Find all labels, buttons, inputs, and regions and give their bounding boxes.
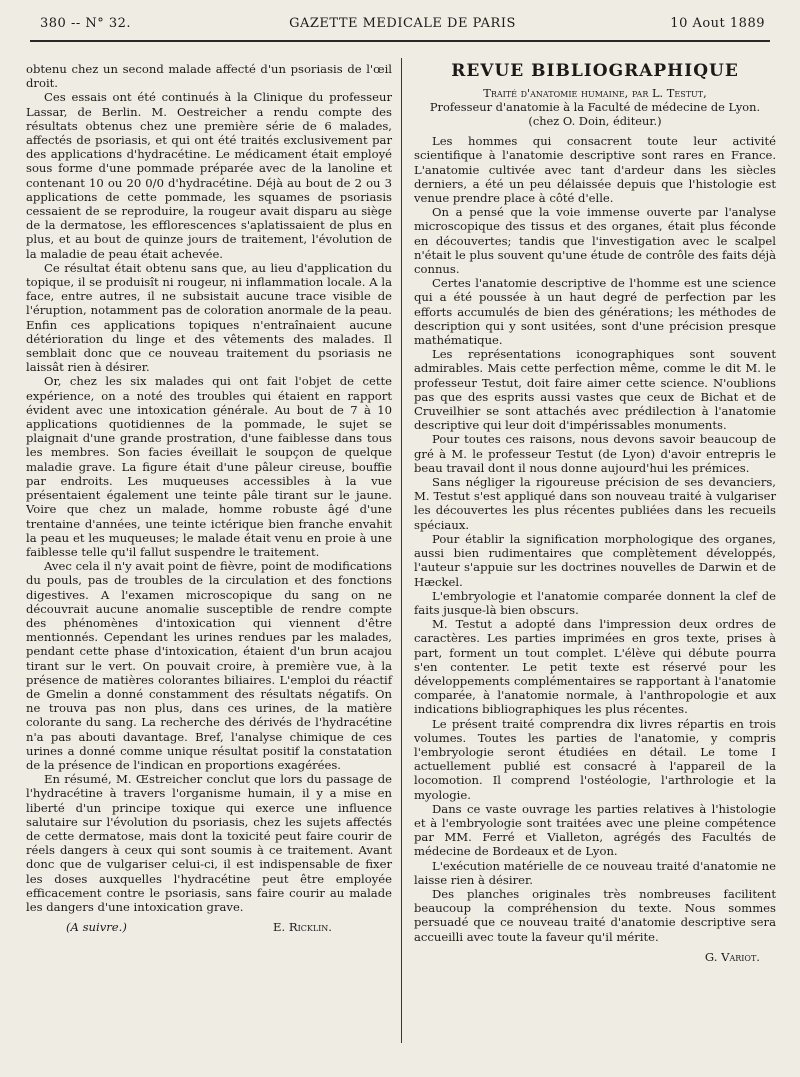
right-paragraph: Dans ce vaste ouvrage les parties relatives à l'histologie et à l'embryologie sont traitées avec une pleine compétence par MM. Ferré et Vialleton, agrégés des Facultés de médecine de Bordeaux et de Lyon.: [414, 801, 776, 859]
right-paragraph: On a pensé que la voie immense ouverte par l'analyse microscopique des tissus et des organes, était plus féconde en découvertes; tandis que l'investigation avec le scalpel n'était le plus souvent qu'une étude de contrôle des faits déjà connus.: [414, 205, 777, 277]
right-column: [414, 62, 776, 964]
right-paragraph: Sans négliger la rigoureuse précision de ses devanciers, M. Testut s'est appliqué dans son nouveau traité à vulgariser les découvertes les plus récentes publiées dans les recueils spéciaux.: [414, 475, 776, 532]
book-publisher: (chez O. Doin, éditeur.): [528, 114, 662, 129]
right-paragraph: Pour toutes ces raisons, nous devons savoir beaucoup de gré à M. le professeur Testut (de Lyon) d'avoir entrepris le beau travail dont il nous donne aujourd'hui les prémices.: [414, 432, 776, 475]
left-paragraph: Or, chez les six malades qui ont fait l'objet de cette expérience, on a noté des troubles qui étaient en rapport évident avec une intoxication générale. Au bout de 7 à 10 applications quotidiennes de la pommade, le sujet se plaignait d'une grande prostration, d'une faiblesse dans tous les membres. Son facies éveillait le soupçon de quelque maladie grave. La figure était d'une pâleur cireuse, bouffie par endroits. Les muqueuses accessibles à la vue présentaient également une teinte pâle tirant sur le jaune. Voire que chez un malade, homme robuste âgé d'une trentaine d'années, une teinte ictérique bien franche envahit la peau et les muqueuses; le malade était venu en proie à une faiblesse telle qu'il fallut suspendre le traitement.: [26, 374, 392, 559]
right-paragraph: Le présent traité comprendra dix livres répartis en trois volumes. Toutes les parties de l'anatomie, y compris l'embryologie seront étudiées en détail. Le tome I actuellement publié est consacré à l'appareil de la locomotion. Il comprend l'ostéologie, l'arthrologie et la myologie.: [414, 716, 776, 802]
left-paragraph: Avec cela il n'y avait point de fièvre, point de modifications du pouls, pas de troubles de la circulation et des fonctions digestives. A l'examen microscopique du sang on ne découvrait aucune anomalie susceptible de rendre compte des phénomènes d'intoxication qui viennent d'être mentionnés. Cependant les urines rendues par les malades, pendant cette phase d'intoxication, étaient d'un brun acajou tirant sur le vert. On pouvait croire, à première vue, à la présence de matières colorantes biliaires. L'emploi du réactif de Gmelin a donné constamment des résultats négatifs. On ne trouva pas non plus, dans ces urines, de la matière colorante du sang. La recherche des dérivés de l'hydracétine n'a pas abouti davantage. Bref, l'analyse chimique de ces urines a donné comme unique résultat positif la constatation de la présence de l'indican en proportions exagérées.: [26, 559, 392, 772]
issue-date: 10 Aout 1889: [670, 16, 765, 31]
right-paragraph: Certes l'anatomie descriptive de l'homme est une science qui a été poussée à un haut degré de perfection par les efforts accumulés de bien des générations; les méthodes de description qui y sont usitées, sont d'une précision presque mathématique.: [414, 276, 776, 348]
to-follow-note: (A suivre.): [66, 920, 127, 935]
review-signature: G. Variot.: [704, 949, 760, 964]
page-number: 380 -- N° 32.: [40, 16, 132, 31]
book-title: Traité d'anatomie humaine, par L. Testut,: [483, 86, 707, 101]
section-title: REVUE BIBLIOGRAPHIQUE: [451, 61, 739, 81]
right-paragraph: L'embryologie et l'anatomie comparée donnent la clef de faits jusque-là bien obscurs.: [414, 588, 776, 617]
page-header: [40, 14, 765, 36]
right-paragraph: Des planches originales très nombreuses facilitent beaucoup la compréhension du texte. Nous sommes persuadé que ce nouveau traité d'anatomie descriptive sera accueilli avec toute la faveur qu'il mérite.: [414, 886, 776, 944]
right-paragraph: Les hommes qui consacrent toute leur activité scientifique à l'anatomie descriptive sont rares en France. L'anatomie cultivée avec tant d'ardeur dans les siècles derniers, a été un peu délaissée depuis que l'histologie est venue prendre place à côté d'elle.: [414, 134, 776, 206]
left-column: [26, 62, 392, 934]
header-rule: [30, 40, 770, 42]
left-paragraph: obtenu chez un second malade affecté d'un psoriasis de l'œil droit.: [26, 62, 392, 91]
left-paragraph: En résumé, M. Œstreicher conclut que lors du passage de l'hydracétine à travers l'organisme humain, il y a mise en liberté d'un principe toxique qui exerce une influence salutaire sur l'évolution du psoriasis, chez les sujets affectés de cette dermatose, mais dont la toxicité peut faire courir de réels dangers à ceux qui sont soumis à ce traitement. Avant donc que de vulgariser celui-ci, il est indispensable de fixer les doses auxquelles l'hydracétine peut être employée efficacement contre le psoriasis, sans faire courir au malade les dangers d'une intoxication grave.: [26, 772, 392, 914]
journal-title: GAZETTE MEDICALE DE PARIS: [289, 16, 516, 31]
left-signature-line: [26, 920, 392, 934]
left-paragraph: Ces essais ont été continués à la Clinique du professeur Lassar, de Berlin. M. Oestreicher a rendu compte des résultats obtenus chez une première série de 6 malades, affectés de psoriasis, et qui ont été traités exclusivement par des applications d'hydracétine. Le médicament était employé sous forme d'une pommade préparée avec de la lanoline et contenant 10 ou 20 0/0 d'hydracétine. Déjà au bout de 2 ou 3 applications de cette pommade, les squames de psoriasis cessaient de se reproduire, la rougeur avait disparu au siège de la dermatose, les efflorescences s'aplatissaient de plus en plus, et au bout de quinze jours de traitement, l'évolution de la maladie de peau était achevée.: [26, 90, 392, 261]
right-paragraph: Les représentations iconographiques sont souvent admirables. Mais cette perfection même, comme le dit M. le professeur Testut, doit faire aimer cette science. N'oublions pas que des esprits aussi vastes que ceux de Bichat et de Cruveilhier se sont attachés avec prédilection à l'anatomie descriptive qui leur doit d'impérissables monuments.: [414, 347, 776, 433]
right-paragraph: Pour établir la signification morphologique des organes, aussi bien rudimentaires que complètement développés, l'auteur s'appuie sur les doctrines nouvelles de Darwin et de Hæckel.: [414, 531, 776, 589]
book-reference: [414, 86, 776, 128]
column-divider: [401, 58, 402, 1043]
right-paragraph: M. Testut a adopté dans l'impression deux ordres de caractères. Les parties imprimées en gros texte, prises à part, forment un tout complet. L'élève qui débute pourra s'en contenter. Le petit texte est réservé pour les développements complémentaires se rapportant à l'anatomie comparée, à l'anatomie normale, à l'anthropologie et aux indications bibliographiques les plus récentes.: [414, 617, 776, 717]
left-paragraph: Ce résultat était obtenu sans que, au lieu d'application du topique, il se produisît ni rougeur, ni inflammation locale. A la face, entre autres, il ne subsistait aucune trace visible de l'éruption, notamment pas de coloration anormale de la peau. Enfin ces applications topiques n'entraînaient aucune détérioration du linge et des vêtements des malades. Il semblait donc que ce nouveau traitement du psoriasis ne laissât rien à désirer.: [26, 260, 392, 375]
right-paragraph: L'exécution matérielle de ce nouveau traité d'anatomie ne laisse rien à désirer.: [414, 858, 776, 887]
article-author: E. Ricklin.: [273, 920, 332, 935]
book-author-affiliation: Professeur d'anatomie à la Faculté de médecine de Lyon.: [429, 100, 761, 115]
